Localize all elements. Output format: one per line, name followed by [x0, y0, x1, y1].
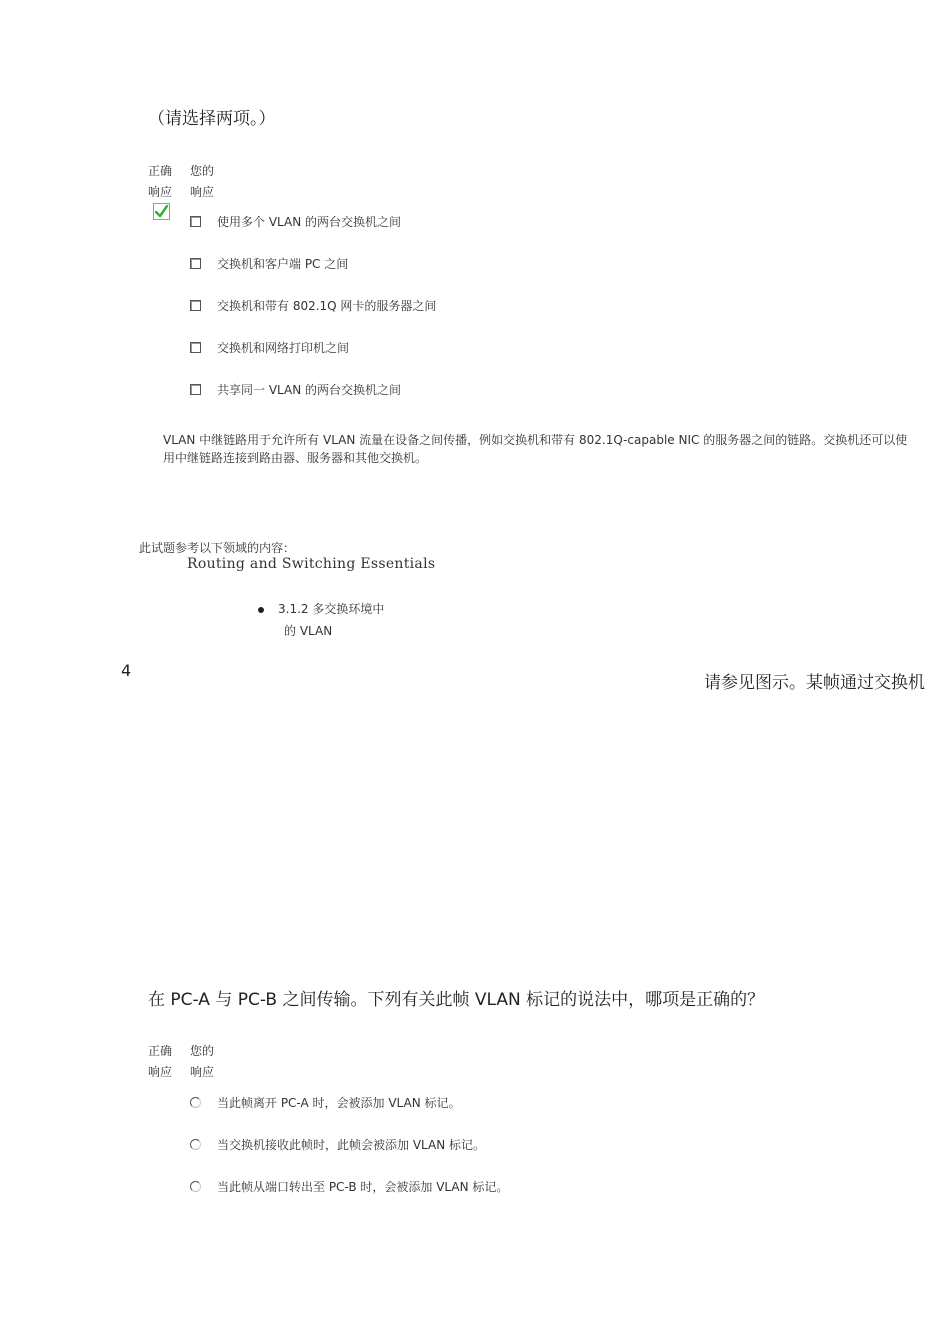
- checkbox[interactable]: [190, 384, 201, 395]
- header-your-response: 您的 响应: [190, 164, 215, 199]
- question-text-part1: 请参见图示。某帧通过交换机: [704, 673, 925, 693]
- q3-option-2[interactable]: 交换机和客户端 PC 之间: [190, 255, 348, 272]
- q4-option-1[interactable]: 当此帧离开 PC-A 时，会被添加 VLAN 标记。: [190, 1094, 461, 1111]
- correct-check-icon: [153, 203, 170, 220]
- radio-button[interactable]: [190, 1097, 201, 1108]
- q3-option-4[interactable]: 交换机和网络打印机之间: [190, 339, 349, 356]
- reference-intro: 此试题参考以下领域的内容：: [139, 541, 296, 555]
- radio-button[interactable]: [190, 1181, 201, 1192]
- checkbox[interactable]: [190, 258, 201, 269]
- question-text-part2: 在 PC-A 与 PC-B 之间传输。下列有关此帧 VLAN 标记的说法中，哪项是正确的？: [148, 990, 765, 1010]
- reference-course: Routing and Switching Essentials: [187, 556, 436, 572]
- checkbox[interactable]: [190, 342, 201, 353]
- checkbox[interactable]: [190, 216, 201, 227]
- q4-option-2[interactable]: 当交换机接收此帧时，此帧会被添加 VLAN 标记。: [190, 1136, 485, 1153]
- q3-option-5[interactable]: 共享同一 VLAN 的两台交换机之间: [190, 381, 401, 398]
- reference-item: 3.1.2 多交换环境中: [258, 600, 384, 617]
- q3-option-1[interactable]: 使用多个 VLAN 的两台交换机之间: [190, 213, 401, 230]
- select-hint: （请选择两项。）: [148, 109, 276, 129]
- explanation: VLAN 中继链路用于允许所有 VLAN 流量在设备之间传播，例如交换机和带有 802.1Q-capable NIC 的服务器之间的链路。交换机还可以使用中继链路连接到路由器、服务器和其他交换机。: [163, 433, 908, 465]
- radio-button[interactable]: [190, 1139, 201, 1150]
- checkbox[interactable]: [190, 300, 201, 311]
- header-correct-response: 正确 响应: [148, 1044, 173, 1079]
- question-number: 4: [121, 661, 132, 680]
- header-your-response: 您的 响应: [190, 1044, 215, 1079]
- q3-option-3[interactable]: 交换机和带有 802.1Q 网卡的服务器之间: [190, 297, 436, 314]
- bullet-icon: [258, 607, 264, 613]
- q4-option-3[interactable]: 当此帧从端口转出至 PC-B 时，会被添加 VLAN 标记。: [190, 1178, 508, 1195]
- header-correct-response: 正确 响应: [148, 164, 173, 199]
- reference-item-cont: 的 VLAN: [284, 624, 333, 638]
